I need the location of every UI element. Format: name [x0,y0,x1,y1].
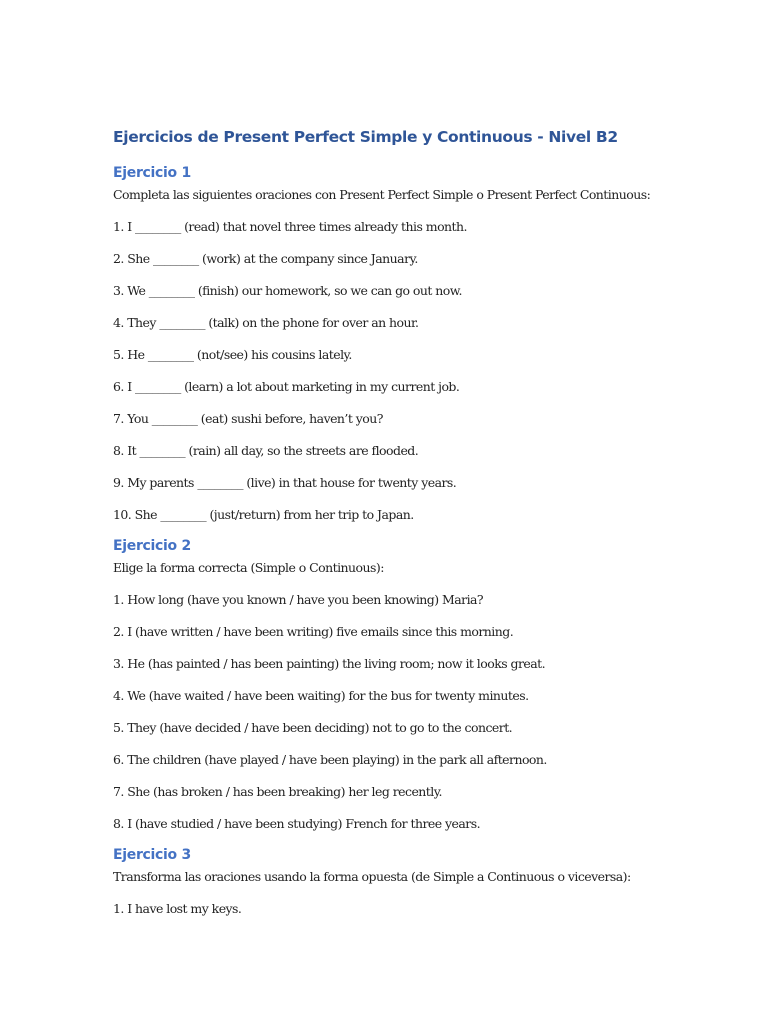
section-heading: Ejercicio 1 [113,165,191,181]
exercise-item: 2. She ________ (work) at the company since January. [113,251,418,266]
exercise-item: 8. I (have studied / have been studying) French for three years. [113,816,480,831]
exercise-item: 3. He (has painted / has been painting) the living room; now it looks great. [113,656,546,671]
exercise-item: 1. How long (have you known / have you been knowing) Maria? [113,592,484,607]
exercise-item: 4. We (have waited / have been waiting) for the bus for twenty minutes. [113,688,529,703]
section-heading: Ejercicio 2 [113,538,191,554]
exercise-item: 5. He ________ (not/see) his cousins lately. [113,347,352,362]
exercise-item: 7. She (has broken / has been breaking) her leg recently. [113,784,442,799]
section-instructions: Transforma las oraciones usando la forma opuesta (de Simple a Continuous o viceversa): [113,869,631,884]
exercise-item: 7. You ________ (eat) sushi before, haven’t you? [113,411,383,426]
section-heading: Ejercicio 3 [113,847,191,863]
section-ejercicio-2 [113,535,713,835]
section-ejercicio-1 [113,162,713,526]
exercise-item: 6. The children (have played / have been playing) in the park all afternoon. [113,752,547,767]
exercise-item: 6. I ________ (learn) a lot about marketing in my current job. [113,379,460,394]
exercise-item: 1. I ________ (read) that novel three times already this month. [113,219,467,234]
section-instructions: Completa las siguientes oraciones con Present Perfect Simple o Present Perfect Continuous: [113,187,651,202]
exercise-item: 10. She ________ (just/return) from her trip to Japan. [113,507,414,522]
exercise-item: 2. I (have written / have been writing) five emails since this morning. [113,624,514,639]
document-title: Ejercicios de Present Perfect Simple y Continuous - Nivel B2 [113,128,618,146]
section-ejercicio-3 [113,844,713,920]
exercise-item: 9. My parents ________ (live) in that house for twenty years. [113,475,457,490]
exercise-list [113,206,713,526]
exercise-item: 1. I have lost my keys. [113,901,242,916]
exercise-list [113,579,713,835]
exercise-list [113,888,713,920]
document-page [113,124,713,920]
exercise-item: 3. We ________ (finish) our homework, so we can go out now. [113,283,462,298]
exercise-item: 8. It ________ (rain) all day, so the streets are flooded. [113,443,419,458]
section-instructions: Elige la forma correcta (Simple o Continuous): [113,560,384,575]
exercise-item: 5. They (have decided / have been deciding) not to go to the concert. [113,720,513,735]
exercise-item: 4. They ________ (talk) on the phone for over an hour. [113,315,419,330]
